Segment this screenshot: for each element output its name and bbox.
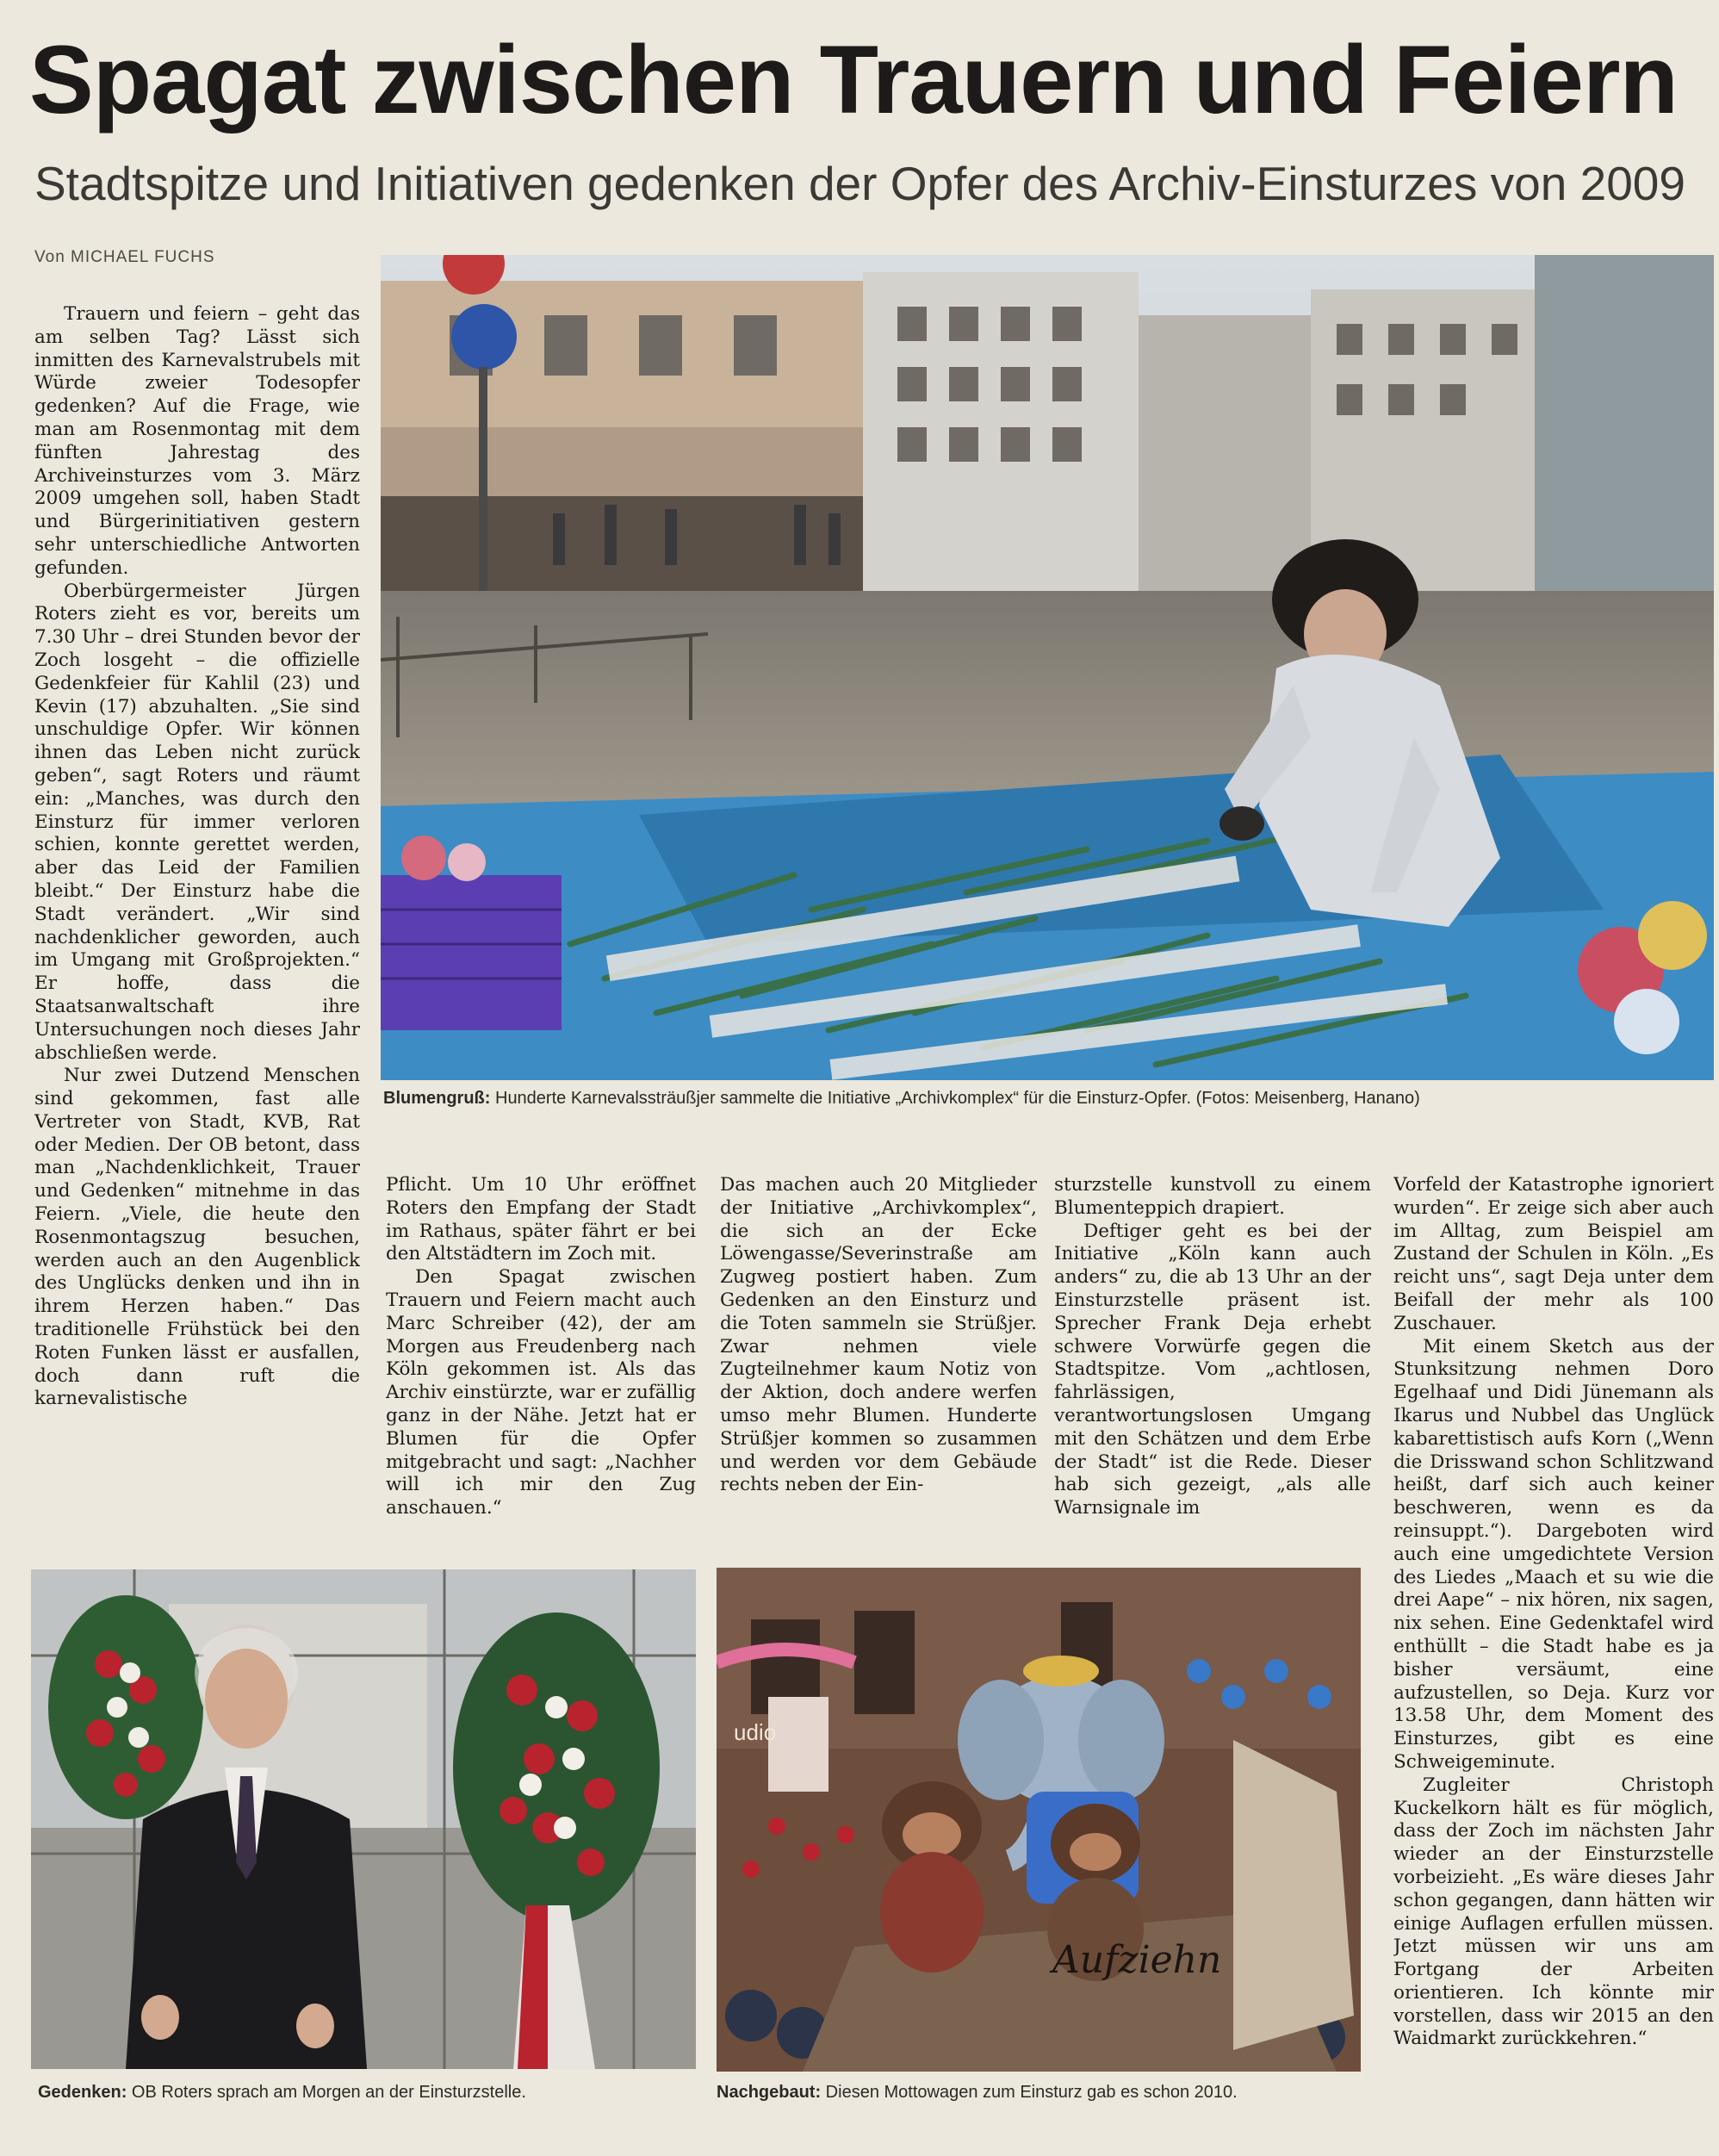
paragraph: Vorfeld der Katastrophe ignoriert wurden“. Er zeige sich aber auch im Alltag, zum Beispiel am Zustand der Schulen in Köln. „Es reicht uns“, sagt Deja unter dem Beifall der mehr als 100 Zuschauer. — [1393, 1174, 1714, 1334]
article-column-2 — [386, 1174, 696, 1519]
photo-carnival-float — [717, 1568, 1361, 2072]
paragraph: sturzstelle kunstvoll zu einem Blumenteppich drapiert. — [1054, 1174, 1371, 1219]
byline: Von MICHAEL FUCHS — [34, 248, 215, 266]
article-column-1 — [34, 303, 360, 1526]
float-sign-text: Aufziehn — [1052, 1938, 1222, 1982]
paragraph: Mit einem Sketch aus der Stunksitzung nehmen Doro Egelhaaf und Didi Jünemann als Ikarus und Nubbel das Unglück kabarettistisch aufs Korn („Wenn die Drisswand schon Schlitzwand heißt, darf sich auch keiner beschweren, wenn es da reinsuppt.“). Dargeboten wird auch eine umgedichtete Version des Liedes „Maach et su wie die drei Aape“ – nix hören, nix sagen, nix sehen. Eine Gedenktafel wird enthüllt – die Stadt habe es ja bisher versäumt, eine aufzustellen, so Deja. Kurz vor 13.58 Uhr, dem Moment des Einsturzes, gibt es eine Schweigeminute. — [1393, 1335, 1714, 1773]
left-photo-caption — [38, 2081, 526, 2103]
subheadline: Stadtspitze und Initiativen gedenken der Opfer des Archiv-Einsturzes von 2009 — [34, 157, 1685, 210]
paragraph: Trauern und feiern – geht das am selben Tag? Lässt sich inmitten des Karnevalstrubels mit Würde zweier Todesopfer gedenken? Auf die Frage, wie man am Rosenmontag mit dem fünften Jahrestag des Archiveinsturzes vom 3. März 2009 umgehen soll, haben Stadt und Bürgerinitiativen gestern sehr unterschiedliche Antworten gefunden. — [34, 303, 360, 579]
caption-text: OB Roters sprach am Morgen an der Einsturzstelle. — [127, 2083, 526, 2102]
paragraph: Nur zwei Dutzend Menschen sind gekommen, fast alle Vertreter von Stadt, KVB, Rat oder Medien. Der OB betont, dass man „Nachdenklichkeit, Trauer und Gedenken“ mitnehme in das Feiern. „Viele, die heute den Rosenmontagszug besuchen, werden auch an den Augenblick des Unglücks denken und ihn in ihrem Herzen haben.“ Das traditionelle Frühstück bei den Roten Funken lässt er ausfallen, doch dann ruft die karnevalistische — [34, 1065, 360, 1410]
article-column-5 — [1393, 1174, 1714, 2130]
main-photo-flower-carpet — [381, 255, 1714, 1080]
article-column-4 — [1054, 1174, 1371, 1519]
shop-sign-text: udio — [734, 1719, 777, 1745]
paragraph: Das machen auch 20 Mitglieder der Initiative „Archivkomplex“, die sich an der Ecke Löwengasse/Severinstraße am Zugweg postiert haben. Zum Gedenken an den Einsturz und die Toten sammeln sie Strüßjer. Zwar nehmen viele Zugteilnehmer kaum Notiz von der Aktion, doch andere werfen umso mehr Blumen. Hunderte Strüßjer kommen so zusammen und werden vor dem Gebäude rechts neben der Ein- — [720, 1174, 1037, 1496]
headline: Spagat zwischen Trauern und Feiern — [29, 26, 1678, 134]
caption-label: Blumengruß: — [383, 1089, 491, 1108]
paragraph: Oberbürgermeister Jürgen Roters zieht es vor, bereits um 7.30 Uhr – drei Stunden bevor der Zoch losgeht – die offizielle Gedenkfeier für Kahlil (23) und Kevin (17) abzuhalten. „Sie sind unschuldige Opfer. Wir können ihnen das Leben nicht zurück geben“, sagt Roters und räumt ein: „Manches, was durch den Einsturz für immer verloren schien, konnte gerettet werden, aber das Leid der Familien bleibt.“ Der Einsturz habe die Stadt verändert. „Wir sind nachdenklicher geworden, auch im Umgang mit Großprojekten.“ Er hoffe, dass die Staatsanwaltschaft ihre Untersuchungen noch dieses Jahr abschließen werde. — [34, 580, 360, 1064]
photo-mayor-wreath — [31, 1569, 696, 2069]
caption-text: Diesen Mottowagen zum Einsturz gab es schon 2010. — [821, 2083, 1238, 2102]
paragraph: Den Spagat zwischen Trauern und Feiern macht auch Marc Schreiber (42), der am Morgen aus Freudenberg nach Köln gekommen ist. Als das Archiv einstürzte, war er zufällig ganz in der Nähe. Jetzt hat er Blumen für die Opfer mitgebracht und sagt: „Nachher will ich mir den Zug anschauen.“ — [386, 1266, 696, 1519]
article-column-3 — [720, 1174, 1037, 1519]
caption-label: Nachgebaut: — [717, 2083, 822, 2102]
paragraph: Pflicht. Um 10 Uhr eröffnet Roters den Empfang der Stadt im Rathaus, später fährt er bei den Altstädtern im Zoch mit. — [386, 1174, 696, 1265]
right-photo-caption — [717, 2081, 1238, 2103]
caption-label: Gedenken: — [38, 2083, 127, 2102]
caption-text: Hunderte Karnevalssträußjer sammelte die Initiative „Archivkomplex“ für die Einsturz-Opfer. (Fotos: Meisenberg, Hanano) — [490, 1089, 1420, 1108]
paragraph: Deftiger geht es bei der Initiative „Köln kann auch anders“ zu, die ab 13 Uhr an der Einsturzstelle präsent ist. Sprecher Frank Deja erhebt schwere Vorwürfe gegen die Stadtspitze. Vom „achtlosen, fahrlässigen, verantwortungslosen Umgang mit den Schätzen und dem Erbe der Stadt“ ist die Rede. Dieser hab sich gezeigt, „als alle Warnsignale im — [1054, 1220, 1371, 1519]
main-photo-caption — [383, 1087, 1420, 1109]
paragraph: Zugleiter Christoph Kuckelkorn hält es für möglich, dass der Zoch im nächsten Jahr wieder an der Einsturzstelle vorbeizieht. „Es wäre dieses Jahr schon gegangen, dann hätten wir einige Auflagen erfullen müssen. Jetzt müssen wir uns am Fortgang der Arbeiten orientieren. Ich könnte mir vorstellen, dass wir 2015 an den Waidmarkt zurückkehren.“ — [1393, 1774, 1714, 2050]
